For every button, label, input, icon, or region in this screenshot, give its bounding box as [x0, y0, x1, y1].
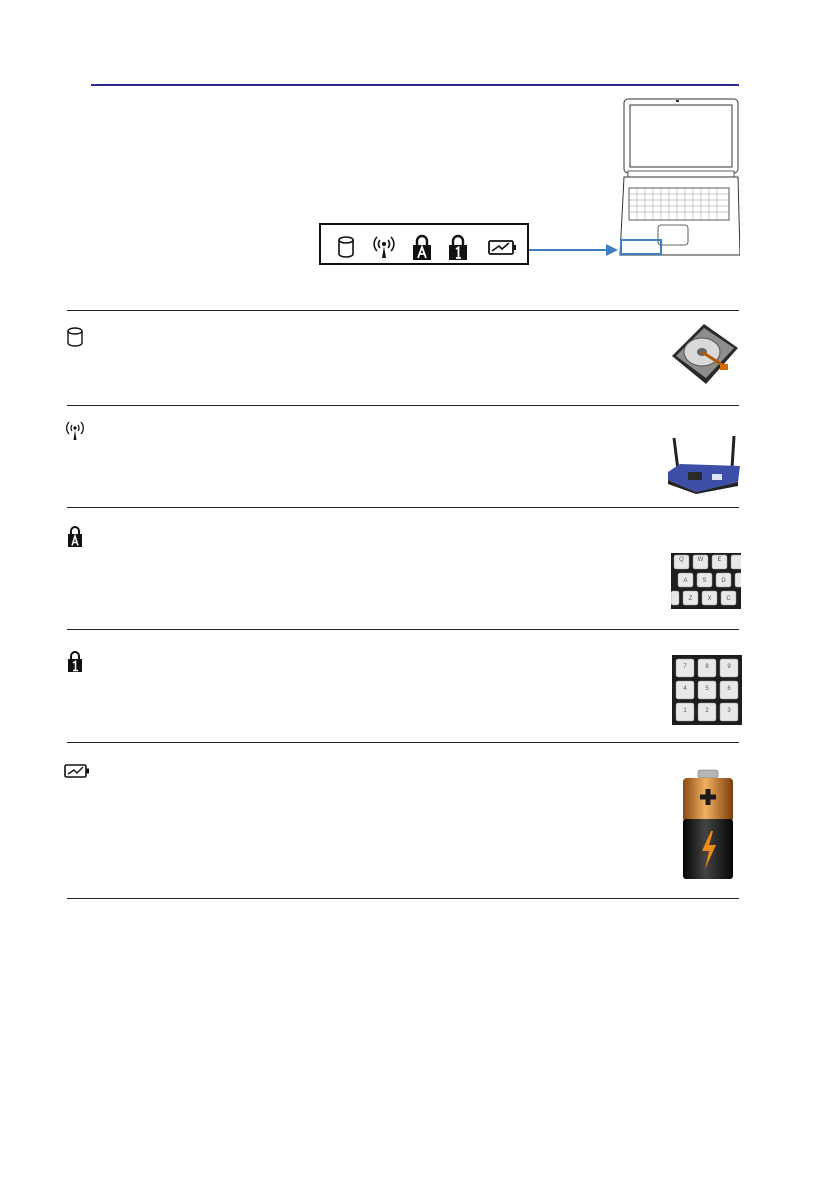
key-label: A [683, 578, 688, 584]
key-label: C [726, 596, 731, 602]
battery-charge-icon [487, 234, 517, 260]
key-label: X [707, 596, 712, 602]
capital-lock-icon [409, 234, 435, 260]
pointer-arrow [529, 249, 609, 251]
wireless-icon [64, 420, 86, 442]
key-label: E [717, 557, 722, 563]
key-label: 2 [705, 708, 709, 714]
key-label: Z [688, 596, 693, 602]
hard-drive-image [668, 318, 740, 386]
key-label: 4 [683, 686, 687, 692]
key-label: 7 [683, 664, 687, 670]
laptop-illustration [610, 97, 740, 257]
key-label: 3 [727, 708, 731, 714]
letter-keypad-image [671, 553, 741, 609]
heading-rule [91, 84, 739, 86]
drive-activity-icon [64, 326, 86, 348]
key-label: S [702, 578, 707, 584]
section-divider [67, 507, 739, 508]
key-label: 6 [727, 686, 731, 692]
key-label: 9 [727, 664, 731, 670]
section-divider [67, 629, 739, 630]
key-label: D [721, 578, 726, 584]
battery-image [680, 769, 736, 881]
section-divider [67, 405, 739, 406]
key-label: 5 [705, 686, 709, 692]
section-divider [67, 310, 739, 311]
key-label: W [697, 557, 704, 563]
capital-lock-icon [64, 525, 86, 547]
key-label: 8 [705, 664, 709, 670]
number-lock-icon [64, 650, 86, 672]
wireless-router-image [666, 434, 742, 494]
pointer-arrow-head [606, 244, 618, 256]
section-divider [67, 898, 739, 899]
number-keypad-image [672, 655, 742, 725]
key-label: 1 [683, 708, 687, 714]
number-lock-icon [445, 234, 471, 260]
key-label: Q [679, 557, 684, 563]
battery-charge-icon [64, 760, 90, 782]
wireless-icon [371, 234, 397, 260]
indicator-strip [319, 223, 529, 265]
drive-activity-icon [333, 234, 359, 260]
section-divider [67, 742, 739, 743]
